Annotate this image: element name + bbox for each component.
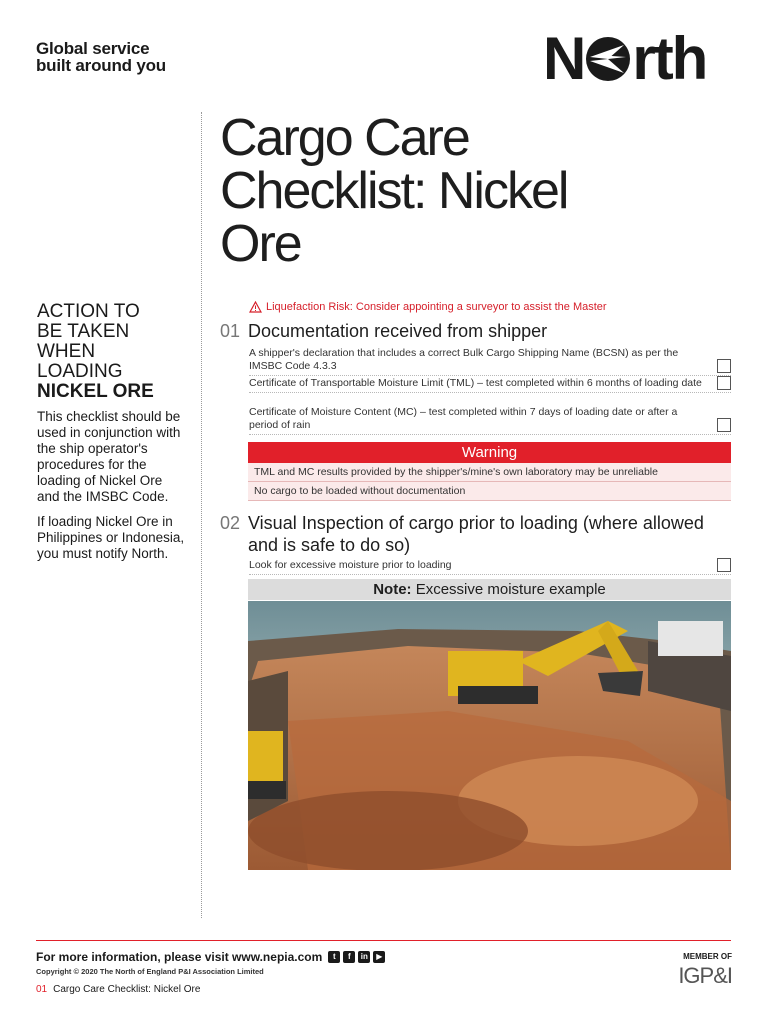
warning-row-1: TML and MC results provided by the shipper's/mine's own laboratory may be unreliable xyxy=(248,463,731,482)
member-of xyxy=(660,952,732,989)
sidebar-paragraph-2: If loading Nickel Ore in Philippines or Indonesia, you must notify North. xyxy=(37,514,185,561)
sidebar-paragraph-1: This checklist should be used in conjunction with the ship operator's procedures for the loading of Nickel Ore and the IMSBC Code. xyxy=(37,409,181,504)
excessive-moisture-photo xyxy=(248,601,731,870)
sidebar-heading-line1: ACTION TO xyxy=(37,301,140,322)
tagline-line2: built around you xyxy=(36,56,166,75)
linkedin-icon[interactable]: in xyxy=(358,951,370,963)
risk-text: Liquefaction Risk: Consider appointing a surveyor to assist the Master xyxy=(266,301,607,313)
checklist-item-3 xyxy=(249,406,731,435)
footer-info xyxy=(36,950,385,964)
checklist-item-4-text: Look for excessive moisture prior to loading xyxy=(249,559,452,571)
title-line1: Cargo Care xyxy=(220,109,469,167)
section-1-number: 01 xyxy=(220,321,241,341)
logo-letters-rth: rth xyxy=(632,25,707,92)
checklist-checkbox-3[interactable] xyxy=(717,418,731,432)
page-number: 01 xyxy=(36,984,48,995)
warning-box xyxy=(248,442,731,501)
checklist-checkbox-2[interactable] xyxy=(717,376,731,390)
north-logo xyxy=(543,25,733,92)
footer-info-text: For more information, please visit www.nepia.com xyxy=(36,950,323,964)
section-2-heading xyxy=(220,512,718,556)
warning-row-2: No cargo to be loaded without documentation xyxy=(248,482,731,501)
tagline-line1: Global service xyxy=(36,39,150,58)
member-label: MEMBER OF xyxy=(683,952,732,961)
checklist-checkbox-4[interactable] xyxy=(717,558,731,572)
sidebar-heading xyxy=(37,302,197,402)
sidebar-heading-line4: LOADING xyxy=(37,361,123,382)
checklist-item-2-text: Certificate of Transportable Moisture Limit (TML) – test completed within 6 months of loading date xyxy=(249,377,702,389)
sidebar-heading-bold: NICKEL ORE xyxy=(37,381,154,402)
logo-letter-n: N xyxy=(543,25,585,92)
checklist-item-1-text: A shipper's declaration that includes a correct Bulk Cargo Shipping Name (BCSN) as per the IMSBC Code 4.3.3 xyxy=(249,347,679,372)
checklist-item-2 xyxy=(249,377,731,393)
warning-triangle-icon xyxy=(249,301,262,313)
compass-o-icon xyxy=(584,35,632,83)
igpi-logo: IGP&I xyxy=(678,963,732,988)
note-bar xyxy=(248,579,731,600)
title-line3: Ore xyxy=(220,215,301,273)
sidebar-heading-line2: BE TAKEN xyxy=(37,321,130,342)
page-footer-title: Cargo Care Checklist: Nickel Ore xyxy=(53,984,201,995)
column-divider xyxy=(201,112,202,918)
page-title xyxy=(220,109,740,273)
note-text: Excessive moisture example xyxy=(411,581,606,598)
copyright: Copyright © 2020 The North of England P&I Association Limited xyxy=(36,967,264,976)
twitter-icon[interactable]: t xyxy=(328,951,340,963)
risk-banner xyxy=(249,301,607,313)
footer-rule xyxy=(36,940,731,941)
checklist-checkbox-1[interactable] xyxy=(717,359,731,373)
checklist-item-3-text: Certificate of Moisture Content (MC) – test completed within 7 days of loading date or after a period of rain xyxy=(249,406,678,431)
checklist-item-1 xyxy=(249,347,731,376)
youtube-icon[interactable]: ▶ xyxy=(373,951,385,963)
tagline xyxy=(36,40,166,74)
section-2-number: 02 xyxy=(220,513,241,533)
title-line2: Checklist: Nickel xyxy=(220,162,568,220)
section-1-title: Documentation received from shipper xyxy=(248,321,548,341)
warning-label: Warning xyxy=(248,442,731,463)
note-label: Note: xyxy=(373,581,412,598)
facebook-icon[interactable]: f xyxy=(343,951,355,963)
section-1-heading xyxy=(220,320,718,342)
checklist-item-4 xyxy=(249,559,731,575)
section-2-title: Visual Inspection of cargo prior to loading (where allowed and is safe to do so) xyxy=(248,513,704,555)
page-footer xyxy=(36,984,200,995)
sidebar-heading-line3: WHEN xyxy=(37,341,96,362)
